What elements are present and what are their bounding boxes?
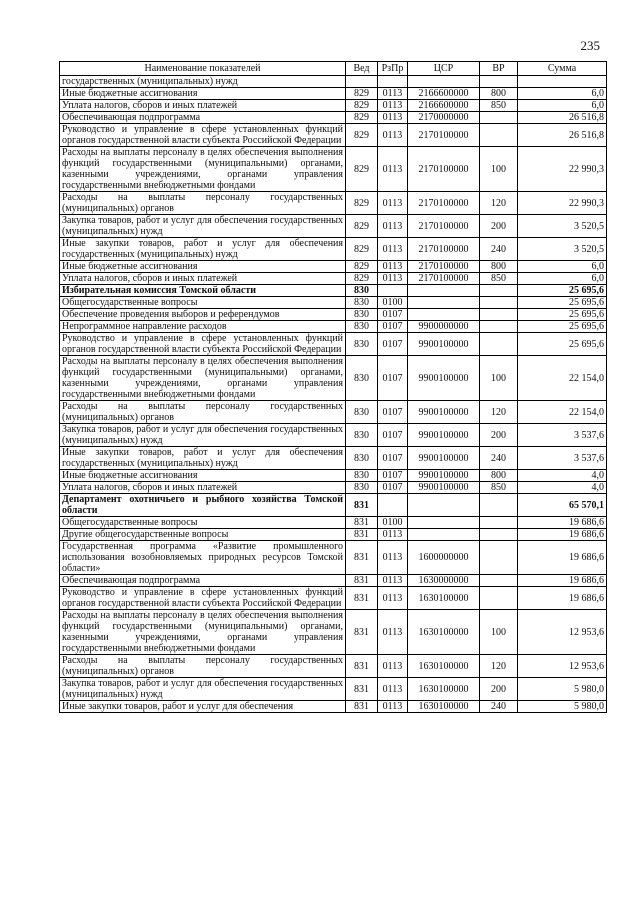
cell-rzpr: 0113 xyxy=(378,147,408,192)
cell-csr: 9900000000 xyxy=(408,321,480,333)
cell-csr: 1600000000 xyxy=(408,541,480,575)
cell-vr: 200 xyxy=(480,215,518,238)
table-row xyxy=(60,88,607,100)
cell-rzpr: 0113 xyxy=(378,575,408,587)
cell-vr: 240 xyxy=(480,447,518,470)
cell-rzpr: 0113 xyxy=(378,112,408,124)
cell-csr: 9900100000 xyxy=(408,424,480,447)
cell-vr xyxy=(480,529,518,541)
table-row xyxy=(60,192,607,215)
cell-rzpr xyxy=(378,494,408,517)
cell-name: Избирательная комиссия Томской области xyxy=(60,285,346,297)
cell-csr: 2170100000 xyxy=(408,192,480,215)
cell-ved: 831 xyxy=(346,678,378,701)
cell-ved: 831 xyxy=(346,494,378,517)
cell-name: Обеспечивающая подпрограмма xyxy=(60,575,346,587)
table-row xyxy=(60,482,607,494)
cell-sum: 3 520,5 xyxy=(518,238,607,261)
cell-ved: 830 xyxy=(346,356,378,401)
cell-name: Обеспечение проведения выборов и референдумов xyxy=(60,309,346,321)
cell-csr xyxy=(408,297,480,309)
cell-ved: 829 xyxy=(346,215,378,238)
cell-ved: 830 xyxy=(346,285,378,297)
cell-rzpr: 0113 xyxy=(378,587,408,610)
cell-csr: 9900100000 xyxy=(408,401,480,424)
cell-name: Обеспечивающая подпрограмма xyxy=(60,112,346,124)
cell-name: Департамент охотничьего и рыбного хозяйства Томской области xyxy=(60,494,346,517)
cell-vr xyxy=(480,297,518,309)
cell-ved: 831 xyxy=(346,610,378,655)
cell-vr: 100 xyxy=(480,147,518,192)
cell-name: Общегосударственные вопросы xyxy=(60,297,346,309)
cell-sum: 3 537,6 xyxy=(518,424,607,447)
cell-sum: 19 686,6 xyxy=(518,575,607,587)
cell-csr: 9900100000 xyxy=(408,447,480,470)
table-body xyxy=(60,76,607,713)
cell-name: государственных (муниципальных) нужд xyxy=(60,76,346,88)
cell-name: Закупка товаров, работ и услуг для обеспечения государственных (муниципальных) нужд xyxy=(60,678,346,701)
cell-sum: 19 686,6 xyxy=(518,517,607,529)
cell-vr: 850 xyxy=(480,482,518,494)
cell-name: Иные закупки товаров, работ и услуг для обеспечения xyxy=(60,701,346,713)
table-row xyxy=(60,309,607,321)
cell-sum xyxy=(518,76,607,88)
cell-ved: 830 xyxy=(346,447,378,470)
cell-sum: 25 695,6 xyxy=(518,285,607,297)
cell-csr xyxy=(408,309,480,321)
cell-rzpr: 0107 xyxy=(378,424,408,447)
cell-csr: 2170100000 xyxy=(408,238,480,261)
cell-rzpr xyxy=(378,285,408,297)
header-rzpr: РзПр xyxy=(378,62,408,76)
budget-table xyxy=(59,61,607,713)
cell-sum: 3 537,6 xyxy=(518,447,607,470)
cell-name: Иные бюджетные ассигнования xyxy=(60,470,346,482)
table-row xyxy=(60,470,607,482)
cell-vr xyxy=(480,575,518,587)
cell-rzpr: 0107 xyxy=(378,470,408,482)
cell-rzpr: 0113 xyxy=(378,610,408,655)
cell-vr: 800 xyxy=(480,261,518,273)
cell-vr: 120 xyxy=(480,655,518,678)
cell-vr: 850 xyxy=(480,273,518,285)
cell-vr xyxy=(480,112,518,124)
cell-csr: 9900100000 xyxy=(408,333,480,356)
cell-rzpr: 0107 xyxy=(378,309,408,321)
cell-vr xyxy=(480,517,518,529)
cell-ved: 831 xyxy=(346,517,378,529)
cell-ved: 830 xyxy=(346,401,378,424)
cell-csr xyxy=(408,76,480,88)
cell-sum: 65 570,1 xyxy=(518,494,607,517)
cell-csr: 1630100000 xyxy=(408,587,480,610)
cell-rzpr: 0113 xyxy=(378,655,408,678)
cell-csr: 1630100000 xyxy=(408,678,480,701)
table-row xyxy=(60,610,607,655)
table-header-row xyxy=(60,62,607,76)
cell-sum: 25 695,6 xyxy=(518,309,607,321)
cell-ved: 831 xyxy=(346,655,378,678)
cell-csr: 2170000000 xyxy=(408,112,480,124)
table-row xyxy=(60,112,607,124)
cell-sum: 19 686,6 xyxy=(518,541,607,575)
table-row xyxy=(60,261,607,273)
cell-name: Руководство и управление в сфере установленных функций органов государственной власти субъекта Российской Федерации xyxy=(60,124,346,147)
cell-vr xyxy=(480,541,518,575)
cell-vr: 800 xyxy=(480,470,518,482)
cell-rzpr: 0113 xyxy=(378,238,408,261)
cell-ved: 830 xyxy=(346,482,378,494)
cell-ved: 829 xyxy=(346,88,378,100)
cell-ved: 831 xyxy=(346,701,378,713)
table-row xyxy=(60,541,607,575)
cell-ved: 829 xyxy=(346,238,378,261)
cell-ved: 829 xyxy=(346,147,378,192)
cell-name: Иные бюджетные ассигнования xyxy=(60,261,346,273)
cell-vr: 200 xyxy=(480,678,518,701)
cell-ved: 830 xyxy=(346,297,378,309)
cell-rzpr: 0107 xyxy=(378,482,408,494)
cell-csr: 2170100000 xyxy=(408,124,480,147)
cell-rzpr: 0107 xyxy=(378,333,408,356)
cell-csr xyxy=(408,494,480,517)
header-ved: Вед xyxy=(346,62,378,76)
cell-ved: 830 xyxy=(346,333,378,356)
cell-name: Иные закупки товаров, работ и услуг для обеспечения государственных (муниципальных) нужд xyxy=(60,447,346,470)
table-row xyxy=(60,147,607,192)
cell-sum: 22 154,0 xyxy=(518,356,607,401)
cell-csr xyxy=(408,529,480,541)
cell-vr: 200 xyxy=(480,424,518,447)
cell-vr: 120 xyxy=(480,192,518,215)
cell-rzpr: 0107 xyxy=(378,321,408,333)
cell-sum: 19 686,6 xyxy=(518,587,607,610)
cell-vr: 100 xyxy=(480,356,518,401)
cell-ved: 831 xyxy=(346,541,378,575)
cell-csr: 2166600000 xyxy=(408,88,480,100)
cell-rzpr: 0113 xyxy=(378,192,408,215)
cell-sum: 12 953,6 xyxy=(518,655,607,678)
table-row xyxy=(60,285,607,297)
cell-csr: 9900100000 xyxy=(408,482,480,494)
table-row xyxy=(60,356,607,401)
cell-sum: 26 516,8 xyxy=(518,124,607,147)
cell-sum: 22 154,0 xyxy=(518,401,607,424)
table-row xyxy=(60,529,607,541)
cell-rzpr: 0113 xyxy=(378,701,408,713)
cell-rzpr: 0113 xyxy=(378,88,408,100)
cell-rzpr: 0113 xyxy=(378,678,408,701)
cell-sum: 12 953,6 xyxy=(518,610,607,655)
table-row xyxy=(60,701,607,713)
cell-ved: 830 xyxy=(346,424,378,447)
cell-sum: 22 990,3 xyxy=(518,147,607,192)
cell-ved: 830 xyxy=(346,321,378,333)
cell-vr xyxy=(480,494,518,517)
cell-vr: 120 xyxy=(480,401,518,424)
cell-name: Закупка товаров, работ и услуг для обеспечения государственных (муниципальных) нужд xyxy=(60,424,346,447)
cell-ved: 829 xyxy=(346,273,378,285)
cell-rzpr: 0113 xyxy=(378,124,408,147)
cell-name: Непрограммное направление расходов xyxy=(60,321,346,333)
cell-rzpr xyxy=(378,76,408,88)
cell-rzpr: 0113 xyxy=(378,273,408,285)
cell-rzpr: 0113 xyxy=(378,100,408,112)
cell-ved: 829 xyxy=(346,112,378,124)
cell-ved: 829 xyxy=(346,100,378,112)
cell-rzpr: 0113 xyxy=(378,529,408,541)
table-row xyxy=(60,215,607,238)
cell-vr: 100 xyxy=(480,610,518,655)
table-row xyxy=(60,321,607,333)
table-row xyxy=(60,100,607,112)
table-row xyxy=(60,575,607,587)
cell-sum: 25 695,6 xyxy=(518,333,607,356)
cell-sum: 6,0 xyxy=(518,261,607,273)
cell-name: Расходы на выплаты персоналу государственных (муниципальных) органов xyxy=(60,655,346,678)
cell-csr: 1630100000 xyxy=(408,610,480,655)
cell-sum: 4,0 xyxy=(518,470,607,482)
cell-sum: 25 695,6 xyxy=(518,321,607,333)
cell-vr: 850 xyxy=(480,100,518,112)
cell-vr: 800 xyxy=(480,88,518,100)
cell-sum: 22 990,3 xyxy=(518,192,607,215)
cell-sum: 5 980,0 xyxy=(518,678,607,701)
cell-vr: 240 xyxy=(480,238,518,261)
cell-csr: 2170100000 xyxy=(408,273,480,285)
cell-vr xyxy=(480,333,518,356)
cell-ved: 831 xyxy=(346,529,378,541)
cell-name: Расходы на выплаты персоналу государственных (муниципальных) органов xyxy=(60,192,346,215)
cell-name: Расходы на выплаты персоналу в целях обеспечения выполнения функций государственными (муниципальными) органами, казенными учреждениями, органами управления государственными внебюджетными фондами xyxy=(60,147,346,192)
cell-ved: 831 xyxy=(346,575,378,587)
cell-csr: 2166600000 xyxy=(408,100,480,112)
cell-csr xyxy=(408,517,480,529)
table-row xyxy=(60,447,607,470)
header-csr: ЦСР xyxy=(408,62,480,76)
cell-sum: 6,0 xyxy=(518,273,607,285)
table-row xyxy=(60,517,607,529)
cell-name: Государственная программа «Развитие промышленного использования возобновляемых природных ресурсов Томской области» xyxy=(60,541,346,575)
cell-csr: 9900100000 xyxy=(408,356,480,401)
table-row xyxy=(60,333,607,356)
cell-csr: 1630000000 xyxy=(408,575,480,587)
cell-ved: 829 xyxy=(346,124,378,147)
cell-name: Уплата налогов, сборов и иных платежей xyxy=(60,482,346,494)
cell-rzpr: 0113 xyxy=(378,541,408,575)
table-row xyxy=(60,494,607,517)
table-row xyxy=(60,401,607,424)
cell-ved: 830 xyxy=(346,470,378,482)
header-name: Наименование показателей xyxy=(60,62,346,76)
header-sum: Сумма xyxy=(518,62,607,76)
table-row xyxy=(60,273,607,285)
cell-csr: 2170100000 xyxy=(408,215,480,238)
cell-sum: 4,0 xyxy=(518,482,607,494)
cell-name: Расходы на выплаты персоналу в целях обеспечения выполнения функций государственными (муниципальными) органами, казенными учреждениями, органами управления государственными внебюджетными фондами xyxy=(60,356,346,401)
cell-ved xyxy=(346,76,378,88)
cell-sum: 6,0 xyxy=(518,100,607,112)
cell-csr xyxy=(408,285,480,297)
cell-name: Уплата налогов, сборов и иных платежей xyxy=(60,100,346,112)
cell-vr xyxy=(480,309,518,321)
header-vr: ВР xyxy=(480,62,518,76)
cell-name: Расходы на выплаты персоналу государственных (муниципальных) органов xyxy=(60,401,346,424)
cell-csr: 2170100000 xyxy=(408,147,480,192)
cell-rzpr: 0113 xyxy=(378,261,408,273)
cell-sum: 25 695,6 xyxy=(518,297,607,309)
table-row xyxy=(60,238,607,261)
cell-vr xyxy=(480,587,518,610)
table-row xyxy=(60,424,607,447)
cell-csr: 9900100000 xyxy=(408,470,480,482)
table-row xyxy=(60,76,607,88)
cell-sum: 26 516,8 xyxy=(518,112,607,124)
cell-rzpr: 0107 xyxy=(378,447,408,470)
page-number: 235 xyxy=(580,38,600,53)
cell-name: Руководство и управление в сфере установленных функций органов государственной власти субъекта Российской Федерации xyxy=(60,333,346,356)
cell-vr xyxy=(480,124,518,147)
cell-ved: 829 xyxy=(346,192,378,215)
cell-vr xyxy=(480,321,518,333)
cell-ved: 829 xyxy=(346,261,378,273)
cell-name: Иные бюджетные ассигнования xyxy=(60,88,346,100)
cell-csr: 1630100000 xyxy=(408,655,480,678)
cell-vr xyxy=(480,285,518,297)
cell-sum: 5 980,0 xyxy=(518,701,607,713)
cell-csr: 2170100000 xyxy=(408,261,480,273)
table-row xyxy=(60,655,607,678)
table-row xyxy=(60,678,607,701)
cell-csr: 1630100000 xyxy=(408,701,480,713)
cell-rzpr: 0113 xyxy=(378,215,408,238)
table-row xyxy=(60,587,607,610)
cell-name: Другие общегосударственные вопросы xyxy=(60,529,346,541)
cell-sum: 19 686,6 xyxy=(518,529,607,541)
cell-vr xyxy=(480,76,518,88)
cell-rzpr: 0100 xyxy=(378,517,408,529)
cell-sum: 6,0 xyxy=(518,88,607,100)
cell-name: Расходы на выплаты персоналу в целях обеспечения выполнения функций государственными (муниципальными) органами, казенными учреждениями, органами управления государственными внебюджетными фондами xyxy=(60,610,346,655)
cell-name: Руководство и управление в сфере установленных функций органов государственной власти субъекта Российской Федерации xyxy=(60,587,346,610)
cell-rzpr: 0107 xyxy=(378,356,408,401)
cell-name: Иные закупки товаров, работ и услуг для обеспечения государственных (муниципальных) нужд xyxy=(60,238,346,261)
cell-ved: 830 xyxy=(346,309,378,321)
cell-vr: 240 xyxy=(480,701,518,713)
cell-name: Уплата налогов, сборов и иных платежей xyxy=(60,273,346,285)
table-row xyxy=(60,124,607,147)
cell-rzpr: 0107 xyxy=(378,401,408,424)
cell-rzpr: 0100 xyxy=(378,297,408,309)
cell-name: Общегосударственные вопросы xyxy=(60,517,346,529)
cell-ved: 831 xyxy=(346,587,378,610)
cell-sum: 3 520,5 xyxy=(518,215,607,238)
cell-name: Закупка товаров, работ и услуг для обеспечения государственных (муниципальных) нужд xyxy=(60,215,346,238)
table-row xyxy=(60,297,607,309)
